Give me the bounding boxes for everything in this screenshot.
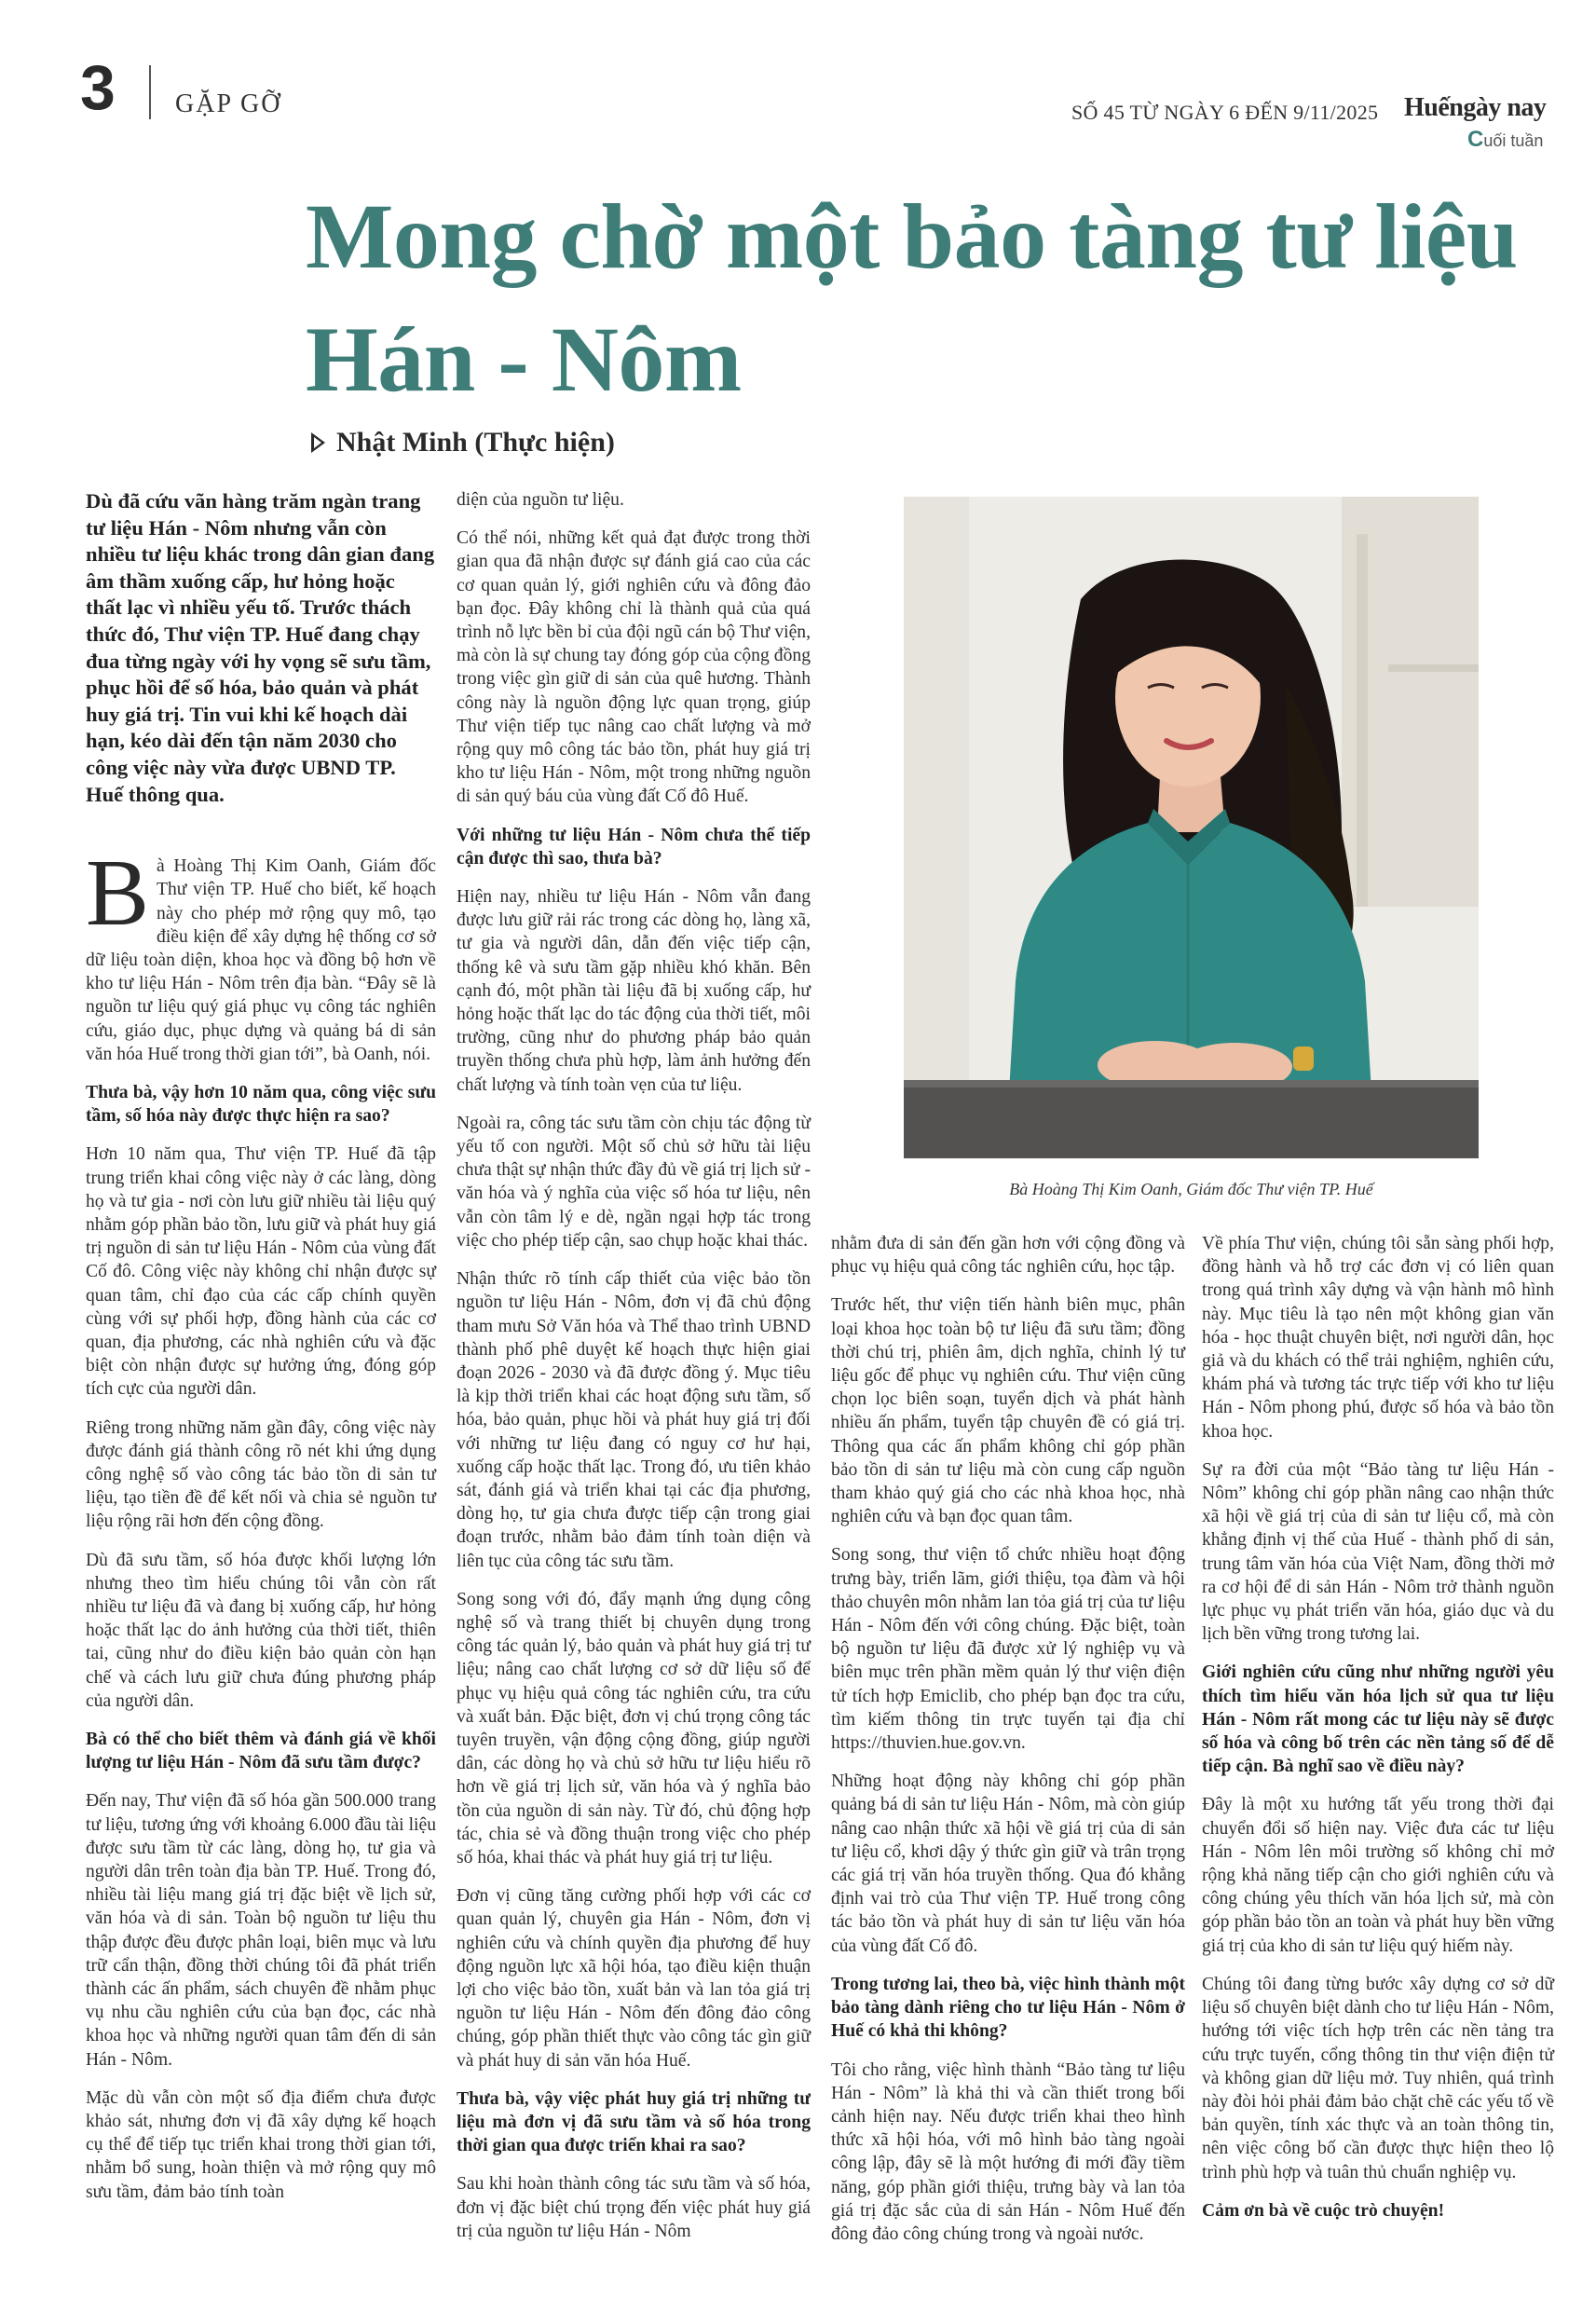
column-3-p3: Song song, thư viện tổ chức nhiều hoạt động trưng bày, triển lãm, giới thiệu, tọa đàm và hội thảo chuyên môn nhằm lan tỏa giá trị của tư liệu Hán - Nôm đến với công chúng. Đặc biệt, toàn bộ nguồn tư liệu đã được xử lý nghiệp vụ và biên mục trên phần mềm quản lý thư viện điện tử tích hợp Emiclib, cho phép bạn đọc tra cứu, tìm kiếm thông tin trực tuyến tại địa chỉ https://thuvien.hue.gov.vn.: [831, 1545, 1185, 1754]
page-number: 3: [80, 52, 116, 123]
question-4: Thưa bà, vậy việc phát huy giá trị những tư liệu mà đơn vị đã sưu tầm và số hóa trong thời gian qua được triển khai ra sao?: [457, 2088, 811, 2156]
column-3-p1: nhằm đưa di sản đến gần hơn với cộng đồng và phục vụ hiệu quả công tác nghiên cứu, học tập.: [831, 1234, 1185, 1278]
answer-3-p5: Đơn vị cũng tăng cường phối hợp với các cơ quan quản lý, chuyên gia Hán - Nôm, đơn vị nghiên cứu và chính quyền địa phương để huy động nguồn lực xã hội hóa, tạo điều kiện thuận lợi cho việc bảo tồn, xuất bản và lan tỏa giá trị nguồn tư liệu Hán - Nôm đến đông đảo công chúng, góp phần thiết thực vào công tác gìn giữ và phát huy di sản văn hóa Huế.: [457, 1886, 811, 2071]
brand-sub-rest: uối tuần: [1483, 131, 1544, 150]
column-1: [86, 488, 436, 2219]
byline-triangle-icon: [311, 432, 325, 453]
column-3-p4: Những hoạt động này không chỉ góp phần quảng bá di sản tư liệu Hán - Nôm, mà còn giúp nâng cao nhận thức xã hội về giá trị của di sản tư liệu cổ, khơi dậy ý thức gìn giữ và trân trọng các giá trị văn hóa truyền thống. Qua đó khẳng định vai trò của Thư viện TP. Huế trong công tác bảo tồn và phát huy di sản tư liệu văn hóa của vùng đất Cố đô.: [831, 1772, 1185, 1956]
header-divider: [149, 65, 151, 119]
answer-2-p1: Đến nay, Thư viện đã số hóa gần 500.000 trang tư liệu, tương ứng với khoảng 6.000 đầu tài liệu được sưu tầm từ các làng, dòng họ, tư gia và người dân trên toàn địa bàn TP. Huế. Trong đó, nhiều tài liệu mang giá trị đặc biệt về lịch sử, văn hóa và di sản. Toàn bộ nguồn tư liệu thu thập được đều được phân loại, biên mục và lưu trữ cẩn thận, đồng thời chúng tôi đã phát triển thành các ấn phẩm, sách chuyên đề nhằm phục vụ nhu cầu nghiên cứu của bạn đọc, các nhà khoa học và những người quan tâm đến di sản Hán - Nôm.: [86, 1791, 436, 2070]
brand-sub: [1467, 127, 1543, 153]
question-6: Giới nghiên cứu cũng như những người yêu thích tìm hiểu văn hóa lịch sử qua tư liệu Hán - Nôm rất mong các tư liệu này sẽ được số hóa và công bố trên các nền tảng số để dễ tiếp cận. Bà nghĩ sao về điều này?: [1202, 1662, 1554, 1777]
question-3: Với những tư liệu Hán - Nôm chưa thể tiếp cận được thì sao, thưa bà?: [457, 825, 811, 869]
answer-1-p1: Hơn 10 năm qua, Thư viện TP. Huế đã tập trung triển khai công việc này ở các làng, dòng họ và tư gia - nơi còn lưu giữ nhiều tài liệu quý nhằm góp phần bảo tồn, lưu giữ và phát huy giá trị nguồn di sản tư liệu Hán - Nôm của vùng đất Cố đô. Công việc này không chỉ nhận được sự quan tâm, chỉ đạo của các cấp chính quyền cùng với sự phối hợp, đồng hành của các cơ quan, địa phương, các nhà nghiên cứu và đặc biệt còn nhận được sự hưởng ứng, đóng góp tích cực của người dân.: [86, 1144, 436, 1400]
article-title: Mong chờ một bảo tàng tư liệu Hán - Nôm: [306, 185, 1518, 411]
drop-cap: B: [86, 841, 150, 947]
column-2-p1: diện của nguồn tư liệu.: [457, 490, 624, 510]
intro-paragraph: [86, 841, 436, 1066]
closing-line: Cảm ơn bà về cuộc trò chuyện!: [1202, 2200, 1445, 2221]
question-2: Bà có thể cho biết thêm và đánh giá về khối lượng tư liệu Hán - Nôm đã sưu tầm được?: [86, 1730, 436, 1773]
answer-6-p1: Đây là một xu hướng tất yếu trong thời đại chuyển đổi số hiện nay. Việc đưa các tư liệu Hán - Nôm lên môi trường số không chỉ mở rộng khả năng tiếp cận cho giới nghiên cứu và công chúng yêu thích văn hóa lịch sử, mà còn góp phần bảo tồn an toàn và phát huy bền vững giá trị của kho di sản tư liệu quý hiếm này.: [1202, 1795, 1554, 1956]
column-2: [457, 488, 811, 2258]
column-3-p2: Trước hết, thư viện tiến hành biên mục, phân loại khoa học toàn bộ tư liệu đã sưu tầm; đồng thời chú trị, phiên âm, dịch nghĩa, chỉnh lý tư liệu gốc để phục vụ nghiên cứu. Thư viện cũng chọn lọc biên soạn, tuyển dịch và phát hành nhiều ấn phẩm, tuyển tập chuyên đề có giá trị. Thông qua các ấn phẩm không chỉ góp phần bảo tồn di sản tư liệu mà còn cung cấp nguồn tham khảo quý giá cho các nhà khoa học, nhà nghiên cứu và bạn đọc quan tâm.: [831, 1295, 1185, 1527]
portrait-illustration: [904, 497, 1479, 1158]
brand-logo: [1404, 93, 1553, 158]
portrait-photo: [904, 497, 1479, 1158]
brand-sub-cap: C: [1467, 127, 1484, 152]
byline: [311, 427, 615, 458]
answer-3-p1: Hiện nay, nhiều tư liệu Hán - Nôm vẫn đang được lưu giữ rải rác trong các dòng họ, làng xã, tư gia và người dân, dẫn đến việc tiếp cận, thống kê và sưu tầm gặp nhiều khó khăn. Bên cạnh đó, một phần tài liệu đã bị xuống cấp, hư hỏng hoặc thất lạc do tác động của thời tiết, môi trường, cũng như do phương pháp bảo quản truyền thống chưa phù hợp, làm ảnh hưởng đến chất lượng và tính toàn vẹn của tư liệu.: [457, 887, 811, 1095]
answer-1-p2: Riêng trong những năm gần đây, công việc này được đánh giá thành công rõ nét khi ứng dụng công nghệ số vào công tác bảo tồn di sản tư liệu, tạo tiền đề để kết nối và chia sẻ nguồn tư liệu rộng rãi hơn đến cộng đồng.: [86, 1417, 436, 1532]
brand-main: Huếngày nay: [1404, 93, 1547, 122]
question-5: Trong tương lai, theo bà, việc hình thành một bảo tàng dành riêng cho tư liệu Hán - Nôm ở Huế có khả thi không?: [831, 1974, 1185, 2042]
column-3: [831, 1232, 1185, 2261]
answer-3-p2: Ngoài ra, công tác sưu tầm còn chịu tác động từ yếu tố con người. Một số chủ sở hữu tài liệu chưa thật sự nhận thức đầy đủ về giá trị lịch sử - văn hóa và ý nghĩa của việc số hóa tư liệu, nên vẫn còn tâm lý e dè, ngần ngại hợp tác trong việc cho phép tiếp cận, sao chụp hoặc khai thác.: [457, 1113, 811, 1251]
answer-3-p3: Nhận thức rõ tính cấp thiết của việc bảo tồn nguồn tư liệu Hán - Nôm, đơn vị đã chủ động tham mưu Sở Văn hóa và Thể thao trình UBND thành phố phê duyệt kế hoạch thực hiện giai đoạn 2026 - 2030 và đã được đồng ý. Mục tiêu là kịp thời triển khai các hoạt động sưu tầm, số hóa, bảo quản, phục hồi và phát huy giá trị đối với những tư liệu đang có nguy cơ hư hại, xuống cấp hoặc thất lạc. Trong đó, ưu tiên khảo sát, đánh giá và triển khai tại các địa phương, dòng họ, tư gia chưa được tiếp cận trong giai đoạn trước, nhằm bảo đảm tính toàn diện và liên tục của công tác sưu tầm.: [457, 1269, 811, 1571]
answer-6-p2: Chúng tôi đang từng bước xây dựng cơ sở dữ liệu số chuyên biệt dành cho tư liệu Hán - Nôm, hướng tới việc tích hợp trên các nền tảng tra cứu trực tuyến, cổng thông tin thư viện điện tử và không gian dữ liệu mở. Tuy nhiên, quá trình này đòi hỏi phải đảm bảo chặt chẽ các yếu tố về bản quyền, tính xác thực và an toàn thông tin, nên việc công bố cần được thực hiện theo lộ trình phù hợp và tuân thủ chuẩn nghiệp vụ.: [1202, 1974, 1554, 2182]
lead-paragraph: Dù đã cứu vãn hàng trăm ngàn trang tư liệu Hán - Nôm nhưng vẫn còn nhiều tư liệu khác trong dân gian đang âm thầm xuống cấp, hư hỏng hoặc thất lạc vì nhiều yếu tố. Trước thách thức đó, Thư viện TP. Huế đang chạy đua từng ngày với hy vọng sẽ sưu tầm, phục hồi để số hóa, bảo quản và phát huy giá trị. Tin vui khi kế hoạch dài hạn, kéo dài đến tận năm 2030 cho công việc này vừa được UBND TP. Huế thông qua.: [86, 489, 435, 806]
section-name: GẶP GỠ: [175, 89, 282, 118]
answer-5-p1: Tôi cho rằng, việc hình thành “Bảo tàng tư liệu Hán - Nôm” là khả thi và cần thiết trong bối cảnh hiện nay. Nếu được triển khai theo hình thức xã hội hóa, với mô hình bảo tàng ngoài công lập, đây sẽ là một hướng đi mới đầy tiềm năng, góp phần giới thiệu, trưng bày và lan tỏa giá trị đặc sắc của di sản Hán - Nôm Huế đến đông đảo công chúng trong và ngoài nước.: [831, 2059, 1185, 2244]
column-4-p1: Về phía Thư viện, chúng tôi sẵn sàng phối hợp, đồng hành và hỗ trợ các đơn vị có liên quan trong quá trình xây dựng và vận hành mô hình này. Mục tiêu là tạo nên một không gian văn hóa - học thuật chuyên biệt, nơi người dân, học giả và du khách có thể trải nghiệm, nghiên cứu, khám phá và tương tác trực tiếp với kho tư liệu Hán - Nôm phong phú, được số hóa và bảo tồn khoa học.: [1202, 1234, 1554, 1442]
byline-text: Nhật Minh (Thực hiện): [336, 427, 615, 458]
answer-1-p3: Dù đã sưu tầm, số hóa được khối lượng lớn nhưng theo tìm hiểu chúng tôi vẫn còn rất nhiều tư liệu đã và đang bị xuống cấp, hư hỏng hoặc thất lạc do ảnh hưởng của thời tiết, thiên tai, cũng như do điều kiện bảo quản còn hạn chế và cách lưu giữ chưa đúng phương pháp của người dân.: [86, 1550, 436, 1711]
answer-3-p4: Song song với đó, đẩy mạnh ứng dụng công nghệ số và trang thiết bị chuyên dụng trong công tác quản lý, bảo quản và phát huy giá trị tư liệu; nâng cao chất lượng cơ sở dữ liệu số để phục vụ hiệu quả công tác nghiên cứu, tra cứu và xuất bản. Đặc biệt, đơn vị chú trọng công tác tuyên truyền, vận động cộng đồng, giúp người dân, các dòng họ và chủ sở hữu tư liệu hiểu rõ hơn về giá trị lịch sử, văn hóa và ý nghĩa bảo tồn của nguồn di sản này. Từ đó, chủ động hợp tác, chia sẻ và đồng thuận trong việc cho phép số hóa, khai thác và phát huy giá trị tư liệu.: [457, 1589, 811, 1867]
answer-2-p2: Mặc dù vẫn còn một số địa điểm chưa được khảo sát, nhưng đơn vị đã xây dựng kế hoạch cụ thể để tiếp tục triển khai trong thời gian tới, nhằm bổ sung, hoàn thiện và mở rộng quy mô sưu tầm, đảm bảo tính toàn: [86, 2087, 436, 2202]
column-2-p2: Có thể nói, những kết quả đạt được trong thời gian qua đã nhận được sự đánh giá cao của các cơ quan quản lý, giới nghiên cứu và đông đảo bạn đọc. Đây không chỉ là thành quả của quá trình nỗ lực bền bỉ của đội ngũ cán bộ Thư viện, mà còn là sự chung tay đóng góp của cộng đồng trong việc gìn giữ di sản của quê hương. Thành công này là nguồn động lực quan trọng, giúp Thư viện tiếp tục nâng cao chất lượng và mở rộng quy mô công tác bảo tồn, phát huy giá trị kho tư liệu Hán - Nôm, một trong những nguồn di sản quý báu của vùng đất Cố đô Huế.: [457, 528, 811, 807]
column-4: [1202, 1232, 1554, 2237]
column-4-p2: Sự ra đời của một “Bảo tàng tư liệu Hán - Nôm” không chỉ góp phần nâng cao nhận thức xã hội về giá trị của di sản tư liệu cổ, mà còn khẳng định vị thế của Huế - thành phố di sản, trung tâm văn hóa của Việt Nam, đồng thời mở ra cơ hội để di sản Hán - Nôm trở thành nguồn lực phục vụ phát triển văn hóa, giáo dục và du lịch bền vững trong tương lai.: [1202, 1459, 1554, 1645]
answer-4-p1: Sau khi hoàn thành công tác sưu tầm và số hóa, đơn vị đặc biệt chú trọng đến việc phát huy giá trị của nguồn tư liệu Hán - Nôm: [457, 2174, 811, 2241]
intro-text: à Hoàng Thị Kim Oanh, Giám đốc Thư viện TP. Huế cho biết, kế hoạch này cho phép mở rộng quy mô, tạo điều kiện để xây dựng hệ thống cơ sở dữ liệu toàn diện, khoa học và đồng bộ hơn về kho tư liệu Hán - Nôm trên địa bàn. “Đây sẽ là nguồn tư liệu quý giá phục vụ công tác nghiên cứu, giáo dục, phục dựng và quảng bá di sản văn hóa Huế trong thời gian tới”, bà Oanh, nói.: [86, 856, 436, 1064]
issue-info: SỐ 45 TỪ NGÀY 6 ĐẾN 9/11/2025: [1071, 101, 1379, 124]
photo-caption: Bà Hoàng Thị Kim Oanh, Giám đốc Thư viện TP. Huế: [1009, 1180, 1373, 1198]
question-1: Thưa bà, vậy hơn 10 năm qua, công việc sưu tầm, số hóa này được thực hiện ra sao?: [86, 1082, 436, 1127]
